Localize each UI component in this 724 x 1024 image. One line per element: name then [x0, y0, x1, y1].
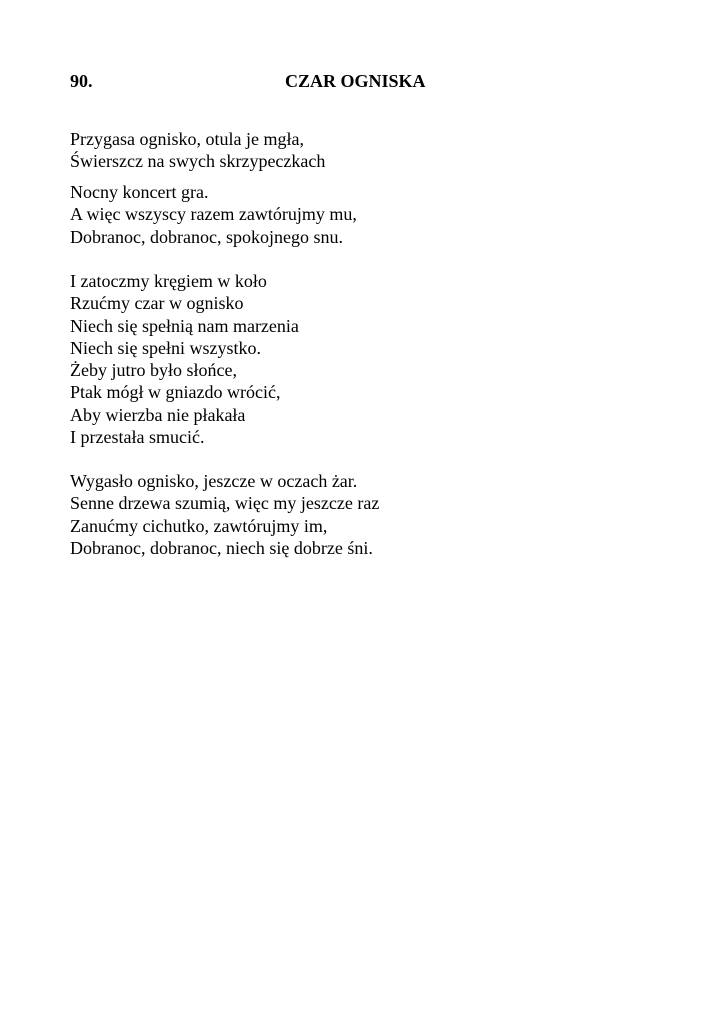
lyric-line: Aby wierzba nie płakała: [70, 404, 246, 425]
lyric-line: Świerszcz na swych skrzypeczkach: [70, 151, 326, 172]
lyric-line: A więc wszyscy razem zawtórujmy mu,: [70, 204, 357, 225]
lyric-line: Dobranoc, dobranoc, spokojnego snu.: [70, 226, 343, 247]
lyric-line: Senne drzewa szumią, więc my jeszcze raz: [70, 493, 380, 514]
lyric-line: I zatoczmy kręgiem w koło: [70, 271, 267, 291]
song-title: CZAR OGNISKA: [285, 71, 426, 91]
lyric-line: Żeby jutro było słońce,: [70, 360, 237, 381]
lyric-line: I przestała smucić.: [70, 427, 205, 448]
stanza-1: [70, 128, 325, 173]
stanza-3: [70, 270, 299, 448]
lyric-line: Niech się spełnią nam marzenia: [70, 315, 299, 336]
song-number: 90.: [70, 71, 93, 91]
lyric-line: Niech się spełni wszystko.: [70, 337, 261, 358]
stanza-2: [70, 181, 357, 248]
lyric-line: Nocny koncert gra.: [70, 182, 209, 202]
lyric-line: Rzućmy czar w ognisko: [70, 293, 244, 314]
lyric-line: Zanućmy cichutko, zawtórujmy im,: [70, 515, 328, 536]
lyric-line: Wygasło ognisko, jeszcze w oczach żar.: [70, 471, 358, 491]
lyric-line: Przygasa ognisko, otula je mgła,: [70, 129, 304, 149]
lyric-line: Dobranoc, dobranoc, niech się dobrze śni.: [70, 537, 373, 558]
stanza-4: [70, 470, 379, 559]
lyric-line: Ptak mógł w gniazdo wrócić,: [70, 382, 281, 403]
